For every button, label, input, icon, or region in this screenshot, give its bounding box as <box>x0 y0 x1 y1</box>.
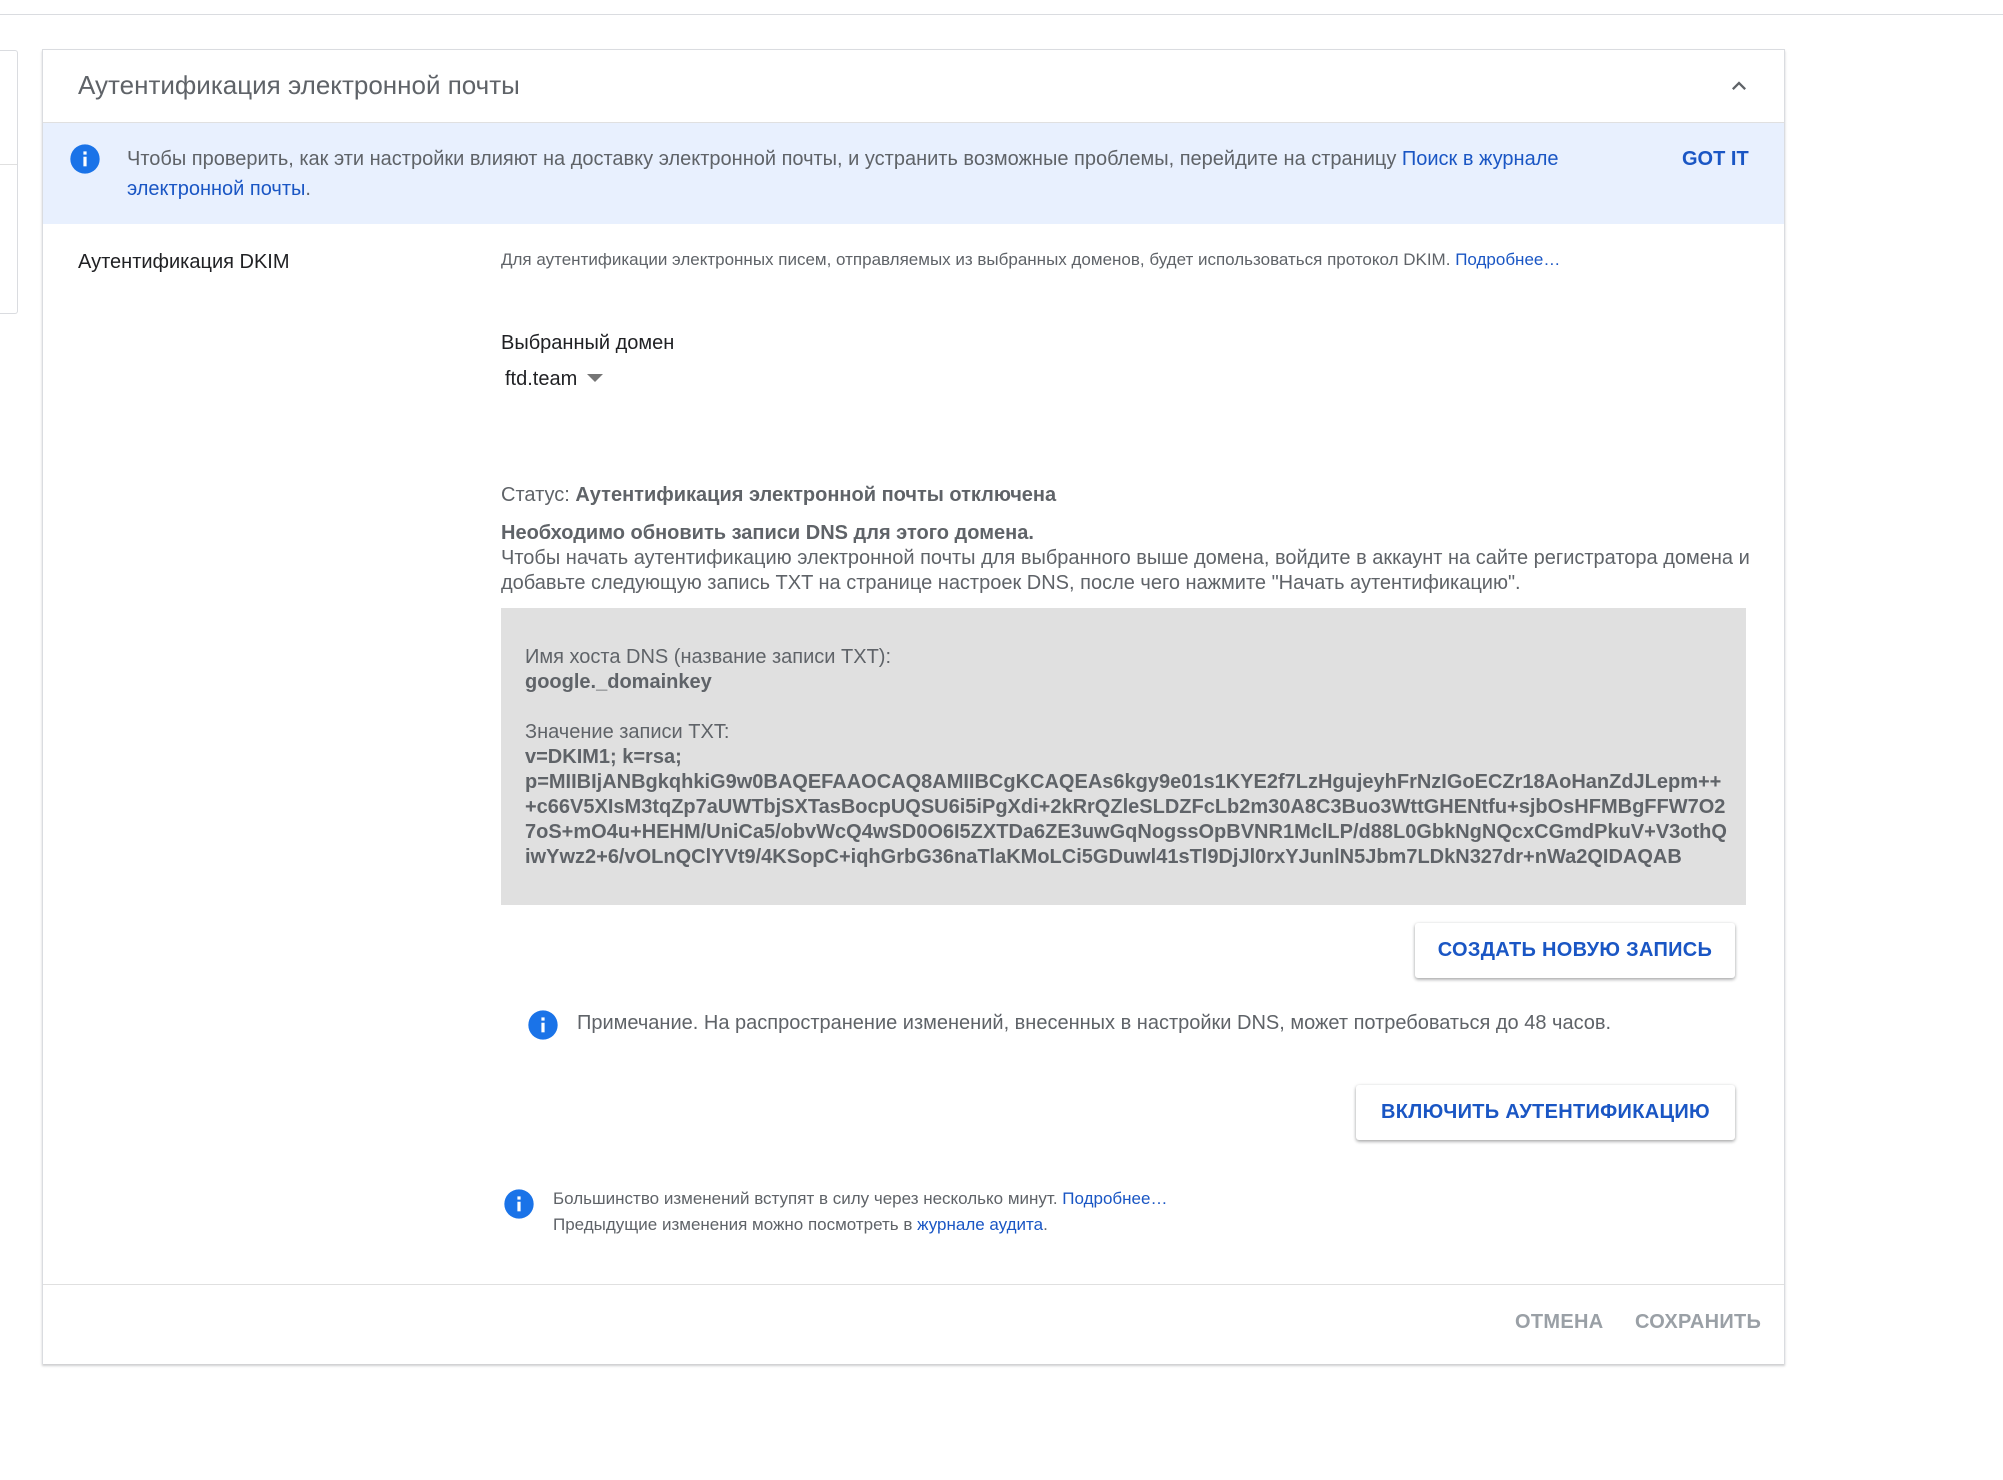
create-new-record-button[interactable]: СОЗДАТЬ НОВУЮ ЗАПИСЬ <box>1415 923 1735 978</box>
learn-more-link[interactable]: Подробнее… <box>1455 250 1561 269</box>
dkim-description-text: Для аутентификации электронных писем, отправляемых из выбранных доменов, будет использоваться протокол DKIM. <box>501 250 1451 269</box>
dns-host-label: Имя хоста DNS (название записи TXT): <box>525 646 892 668</box>
learn-more-link[interactable]: Подробнее… <box>1062 1189 1168 1208</box>
audit-log-link[interactable]: журнале аудита <box>917 1215 1044 1234</box>
save-button[interactable]: СОХРАНИТЬ <box>1635 1311 1762 1333</box>
selected-domain-label: Выбранный домен <box>501 332 675 354</box>
top-divider <box>0 14 2003 15</box>
banner-suffix: . <box>305 178 311 200</box>
audit-info-text: Предыдущие изменения можно посмотреть в <box>553 1215 913 1234</box>
left-panel-edge <box>0 50 18 314</box>
auth-status <box>501 484 1056 507</box>
card-title: Аутентификация электронной почты <box>78 70 520 100</box>
card-header[interactable] <box>43 50 1784 123</box>
chevron-up-icon[interactable] <box>1725 72 1753 100</box>
dns-record-box <box>501 608 1746 905</box>
info-icon <box>69 143 101 175</box>
changes-info-text: Большинство изменений вступят в силу через несколько минут. <box>553 1189 1058 1208</box>
dns-instructions <box>501 521 1771 596</box>
info-icon <box>527 1009 559 1041</box>
status-value: Аутентификация электронной почты отключена <box>575 484 1057 506</box>
banner-text: Чтобы проверить, как эти настройки влияют на доставку электронной почты, и устранить возможные проблемы, перейдите на страницу <box>127 148 1402 170</box>
dns-propagation-note: Примечание. На распространение изменений, внесенных в настройки DNS, может потребоваться до 48 часов. <box>577 1012 1612 1034</box>
domain-select[interactable] <box>505 368 603 394</box>
left-panel-divider <box>0 164 17 165</box>
dns-host-value: google._domainkey <box>525 671 712 693</box>
enable-authentication-button[interactable]: ВКЛЮЧИТЬ АУТЕНТИФИКАЦИЮ <box>1356 1085 1735 1140</box>
audit-info-suffix: . <box>1043 1215 1048 1234</box>
log-search-link[interactable]: Поиск в журнале электронной почты <box>127 148 1559 200</box>
domain-select-value: ftd.team <box>505 368 578 390</box>
status-prefix: Статус: <box>501 484 570 506</box>
info-banner <box>43 123 1784 224</box>
got-it-button[interactable]: GOT IT <box>1682 148 1749 170</box>
txt-value-label: Значение записи TXT: <box>525 721 730 743</box>
changes-info <box>553 1186 1167 1238</box>
info-icon <box>503 1188 535 1220</box>
email-authentication-card <box>42 49 1785 1364</box>
dkim-description <box>501 250 1560 270</box>
cancel-button[interactable]: ОТМЕНА <box>1515 1311 1604 1333</box>
txt-value-line1: v=DKIM1; k=rsa; <box>525 746 682 768</box>
dns-heading: Необходимо обновить записи DNS для этого домена. <box>501 522 1034 544</box>
banner-message <box>127 144 1667 204</box>
dkim-section-label: Аутентификация DKIM <box>78 251 290 273</box>
dropdown-arrow-icon <box>587 374 603 382</box>
card-actions <box>43 1284 1784 1365</box>
changes-info-line1 <box>553 1186 1167 1212</box>
dns-text: Чтобы начать аутентификацию электронной почты для выбранного выше домена, войдите в аккаунт на сайте регистратора домена и добавьте следующую запись TXT на странице настроек DNS, после чего нажмите "Начать аутентификацию". <box>501 547 1750 594</box>
txt-value-key: p=MIIBIjANBgkqhkiG9w0BAQEFAAOCAQ8AMIIBCgKCAQEAs6kgy9e01s1KYE2f7LzHgujeyhFrNzIGoECZr18AoHanZdJLepm+++c66V5XIsM3tqZp7aUWTbjSXTasBocpUQSU6i5iPgXdi+2kRrQZleSLDZFcLb2m30A8C3Buo3WttGHENtfu+sjbOsHFMBgFFW7O27oS+mO4u+HEHM/UniCa5/obvWcQ4wSD0O6I5ZXTDa6ZE3uwGqNogssOpBVNR1MclLP/d88L0GbkNgNQcxCGmdPkuV+V3othQiwYwz2+6/vOLnQClYVt9/4KSopC+iqhGrbG36naTlaKMoLCi5GDuwl41sTl9DjJl0rxYJunlN5Jbm7LDkN327dr+nWa2QIDAQAB <box>525 771 1727 868</box>
changes-info-line2 <box>553 1212 1167 1238</box>
